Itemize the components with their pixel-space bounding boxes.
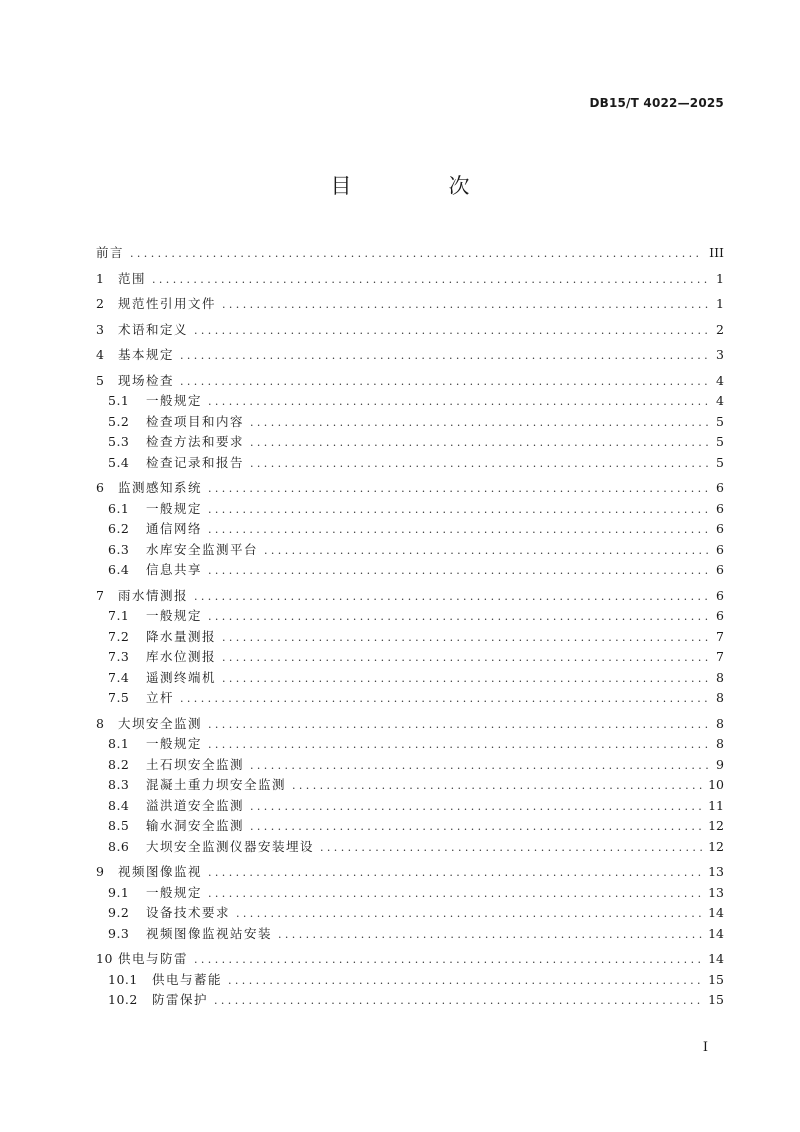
- toc-entry-number: 5.1: [108, 393, 130, 408]
- toc-entry-page: 12: [708, 818, 724, 833]
- toc-leader-dots: [214, 991, 702, 1012]
- toc-leader-dots: [208, 500, 708, 521]
- toc-entry[interactable]: [96, 990, 724, 1011]
- toc-entry-page: 1: [716, 296, 724, 311]
- toc-entry[interactable]: [96, 816, 724, 837]
- toc-entry-page: 6: [716, 587, 724, 603]
- toc-entry-page: 6: [716, 521, 724, 536]
- toc-leader-dots: [236, 904, 702, 925]
- toc-entry-page: 15: [708, 992, 724, 1007]
- toc-entry-number: 10.1: [108, 971, 138, 987]
- toc-entry-label: 大坝安全监测: [118, 715, 203, 731]
- toc-entry[interactable]: [96, 499, 724, 520]
- toc-leader-dots: [208, 561, 708, 582]
- toc-entry[interactable]: [96, 345, 724, 366]
- toc-leader-dots: [208, 884, 702, 905]
- toc-leader-dots: [264, 541, 708, 562]
- toc-leader-dots: [208, 715, 708, 736]
- toc-entry-page: 8: [716, 715, 724, 731]
- toc-entry[interactable]: [96, 924, 724, 945]
- toc-entry-number: 9.2: [108, 905, 130, 920]
- toc-entry-label: 检查项目和内容: [146, 413, 245, 429]
- toc-entry[interactable]: [96, 391, 724, 412]
- toc-entry-page: 5: [716, 434, 724, 449]
- toc-entry-label: 设备技术要求: [146, 905, 231, 920]
- toc-leader-dots: [222, 669, 708, 690]
- toc-entry-label: 库水位测报: [146, 649, 217, 664]
- toc-entry-number: 8.4: [108, 797, 130, 813]
- toc-entry-label: 供电与防雷: [118, 951, 189, 966]
- toc-entry[interactable]: [96, 560, 724, 581]
- toc-entry-number: 9.3: [108, 925, 130, 941]
- toc-entry-page: 4: [716, 372, 724, 388]
- toc-entry[interactable]: [96, 320, 724, 341]
- toc-entry-number: 5.3: [108, 434, 130, 449]
- toc-entry-page: 13: [708, 864, 724, 879]
- toc-entry-label: 通信网络: [146, 521, 203, 536]
- toc-entry-number: 7.2: [108, 628, 130, 644]
- toc-entry[interactable]: [96, 949, 724, 970]
- toc-entry-number: 8.6: [108, 838, 130, 854]
- toc-entry[interactable]: [96, 734, 724, 755]
- toc-entry-label: 立杆: [146, 690, 175, 705]
- toc-title: 目 次: [330, 174, 508, 198]
- toc-entry[interactable]: [96, 970, 724, 991]
- toc-entry-number: 1: [96, 270, 105, 286]
- toc-entry[interactable]: [96, 796, 724, 817]
- toc-entry-page: 7: [716, 628, 724, 644]
- toc-entry[interactable]: [96, 519, 724, 540]
- toc-entry[interactable]: [96, 540, 724, 561]
- toc-entry[interactable]: [96, 714, 724, 735]
- toc-entry[interactable]: [96, 243, 724, 264]
- toc-entry-page: III: [709, 245, 724, 260]
- toc-entry[interactable]: [96, 688, 724, 709]
- toc-entry-page: 8: [716, 736, 724, 751]
- toc-leader-dots: [320, 838, 702, 859]
- toc-entry[interactable]: [96, 755, 724, 776]
- toc-entry-number: 6: [96, 480, 105, 495]
- toc-entry[interactable]: [96, 627, 724, 648]
- toc-leader-dots: [292, 776, 702, 797]
- toc-entry[interactable]: [96, 269, 724, 290]
- toc-leader-dots: [208, 607, 708, 628]
- toc-leader-dots: [222, 295, 708, 316]
- toc-entry-label: 监测感知系统: [118, 480, 203, 495]
- toc-entry[interactable]: [96, 294, 724, 315]
- toc-entry-page: 1: [716, 270, 724, 286]
- toc-entry-label: 检查方法和要求: [146, 434, 245, 449]
- toc-entry-label: 遥测终端机: [146, 669, 217, 685]
- toc-entry-label: 一般规定: [146, 608, 203, 623]
- toc-entry-number: 3: [96, 321, 105, 337]
- toc-entry[interactable]: [96, 903, 724, 924]
- toc-entry-label: 大坝安全监测仪器安装埋设: [146, 838, 315, 854]
- toc-entry-page: 6: [716, 541, 724, 557]
- toc-entry-page: 14: [708, 905, 724, 920]
- toc-entry-number: 2: [96, 296, 105, 311]
- toc-entry-label: 一般规定: [146, 884, 203, 900]
- toc-entry[interactable]: [96, 412, 724, 433]
- toc-entry[interactable]: [96, 883, 724, 904]
- table-of-contents: [96, 243, 724, 1011]
- toc-entry-number: 5.4: [108, 454, 130, 470]
- toc-leader-dots: [152, 270, 708, 291]
- toc-entry-page: 2: [716, 321, 724, 337]
- toc-entry-number: 10.2: [108, 992, 138, 1007]
- toc-entry-page: 6: [716, 608, 724, 623]
- toc-entry-page: 10: [708, 777, 724, 792]
- toc-entry-number: 5: [96, 372, 105, 388]
- toc-leader-dots: [250, 756, 708, 777]
- toc-entry-page: 8: [716, 690, 724, 705]
- toc-entry[interactable]: [96, 775, 724, 796]
- toc-entry[interactable]: [96, 862, 724, 883]
- toc-entry-page: 4: [716, 393, 724, 408]
- toc-entry[interactable]: [96, 668, 724, 689]
- toc-entry-number: 6.1: [108, 500, 130, 516]
- toc-entry-page: 11: [708, 797, 724, 813]
- toc-leader-dots: [180, 346, 708, 367]
- toc-entry-label: 供电与蓄能: [152, 971, 223, 987]
- toc-leader-dots: [250, 817, 702, 838]
- toc-entry-number: 7.3: [108, 649, 130, 664]
- toc-entry-page: 14: [708, 925, 724, 941]
- toc-leader-dots: [250, 433, 708, 454]
- toc-entry-number: 4: [96, 347, 105, 362]
- toc-entry[interactable]: [96, 837, 724, 858]
- toc-entry-label: 一般规定: [146, 500, 203, 516]
- toc-entry-label: 范围: [118, 270, 147, 286]
- toc-entry-label: 规范性引用文件: [118, 296, 217, 311]
- toc-entry-page: 6: [716, 480, 724, 495]
- toc-entry-label: 视频图像监视站安装: [146, 925, 273, 941]
- toc-entry-label: 溢洪道安全监测: [146, 797, 245, 813]
- toc-entry[interactable]: [96, 606, 724, 627]
- toc-entry-number: 6.4: [108, 562, 130, 577]
- document-code: DB15/T 4022—2025: [589, 96, 724, 110]
- toc-leader-dots: [222, 628, 708, 649]
- toc-entry-number: 7: [96, 587, 105, 603]
- toc-entry-number: 9: [96, 864, 105, 879]
- toc-entry-label: 降水量测报: [146, 628, 217, 644]
- toc-entry-label: 输水洞安全监测: [146, 818, 245, 833]
- toc-leader-dots: [222, 648, 708, 669]
- toc-entry-label: 水库安全监测平台: [146, 541, 259, 557]
- toc-leader-dots: [208, 479, 708, 500]
- toc-leader-dots: [180, 372, 708, 393]
- toc-entry-number: 8: [96, 715, 105, 731]
- toc-entry-number: 6.2: [108, 521, 130, 536]
- toc-entry-label: 一般规定: [146, 393, 203, 408]
- toc-entry[interactable]: [96, 586, 724, 607]
- toc-leader-dots: [194, 950, 702, 971]
- toc-entry-label: 检查记录和报告: [146, 454, 245, 470]
- toc-entry-page: 14: [708, 951, 724, 966]
- toc-leader-dots: [250, 413, 708, 434]
- toc-entry[interactable]: [96, 647, 724, 668]
- toc-entry-page: 5: [716, 413, 724, 429]
- toc-entry-number: 7.4: [108, 669, 130, 685]
- toc-leader-dots: [208, 520, 708, 541]
- toc-leader-dots: [208, 392, 708, 413]
- toc-entry-label: 视频图像监视: [118, 864, 203, 879]
- toc-entry-page: 3: [716, 347, 724, 362]
- toc-leader-dots: [130, 244, 703, 265]
- toc-leader-dots: [194, 321, 708, 342]
- toc-entry-label: 术语和定义: [118, 321, 189, 337]
- toc-entry-number: 8.2: [108, 756, 130, 772]
- toc-entry-number: 7.5: [108, 690, 130, 705]
- toc-entry-label: 混凝土重力坝安全监测: [146, 777, 287, 792]
- toc-entry-number: 7.1: [108, 608, 130, 623]
- page-number: I: [702, 1040, 708, 1055]
- toc-entry-page: 7: [716, 649, 724, 664]
- toc-entry-label: 土石坝安全监测: [146, 756, 245, 772]
- toc-entry[interactable]: [96, 453, 724, 474]
- toc-entry-page: 12: [708, 838, 724, 854]
- toc-entry-label: 防雷保护: [152, 992, 209, 1007]
- toc-entry[interactable]: [96, 371, 724, 392]
- toc-entry-label: 一般规定: [146, 736, 203, 751]
- toc-entry-label: 雨水情测报: [118, 587, 189, 603]
- toc-entry-page: 6: [716, 562, 724, 577]
- toc-leader-dots: [250, 797, 702, 818]
- toc-leader-dots: [228, 971, 702, 992]
- toc-leader-dots: [194, 587, 708, 608]
- toc-leader-dots: [278, 925, 702, 946]
- toc-entry-number: 5.2: [108, 413, 130, 429]
- toc-entry[interactable]: [96, 432, 724, 453]
- toc-entry-page: 5: [716, 454, 724, 470]
- toc-entry-page: 13: [708, 884, 724, 900]
- toc-leader-dots: [208, 735, 708, 756]
- toc-entry-number: 10: [96, 951, 113, 966]
- toc-leader-dots: [250, 454, 708, 475]
- toc-entry-label: 现场检查: [118, 372, 175, 388]
- toc-entry[interactable]: [96, 478, 724, 499]
- toc-entry-number: 8.5: [108, 818, 130, 833]
- toc-entry-number: 9.1: [108, 884, 130, 900]
- toc-entry-page: 9: [716, 756, 724, 772]
- toc-entry-page: 6: [716, 500, 724, 516]
- toc-leader-dots: [180, 689, 708, 710]
- toc-entry-label: 前言: [96, 245, 125, 260]
- toc-leader-dots: [208, 863, 702, 884]
- toc-entry-number: 6.3: [108, 541, 130, 557]
- toc-entry-page: 15: [708, 971, 724, 987]
- toc-entry-number: 8.3: [108, 777, 130, 792]
- toc-entry-page: 8: [716, 669, 724, 685]
- toc-entry-label: 基本规定: [118, 347, 175, 362]
- toc-entry-number: 8.1: [108, 736, 130, 751]
- toc-entry-label: 信息共享: [146, 562, 203, 577]
